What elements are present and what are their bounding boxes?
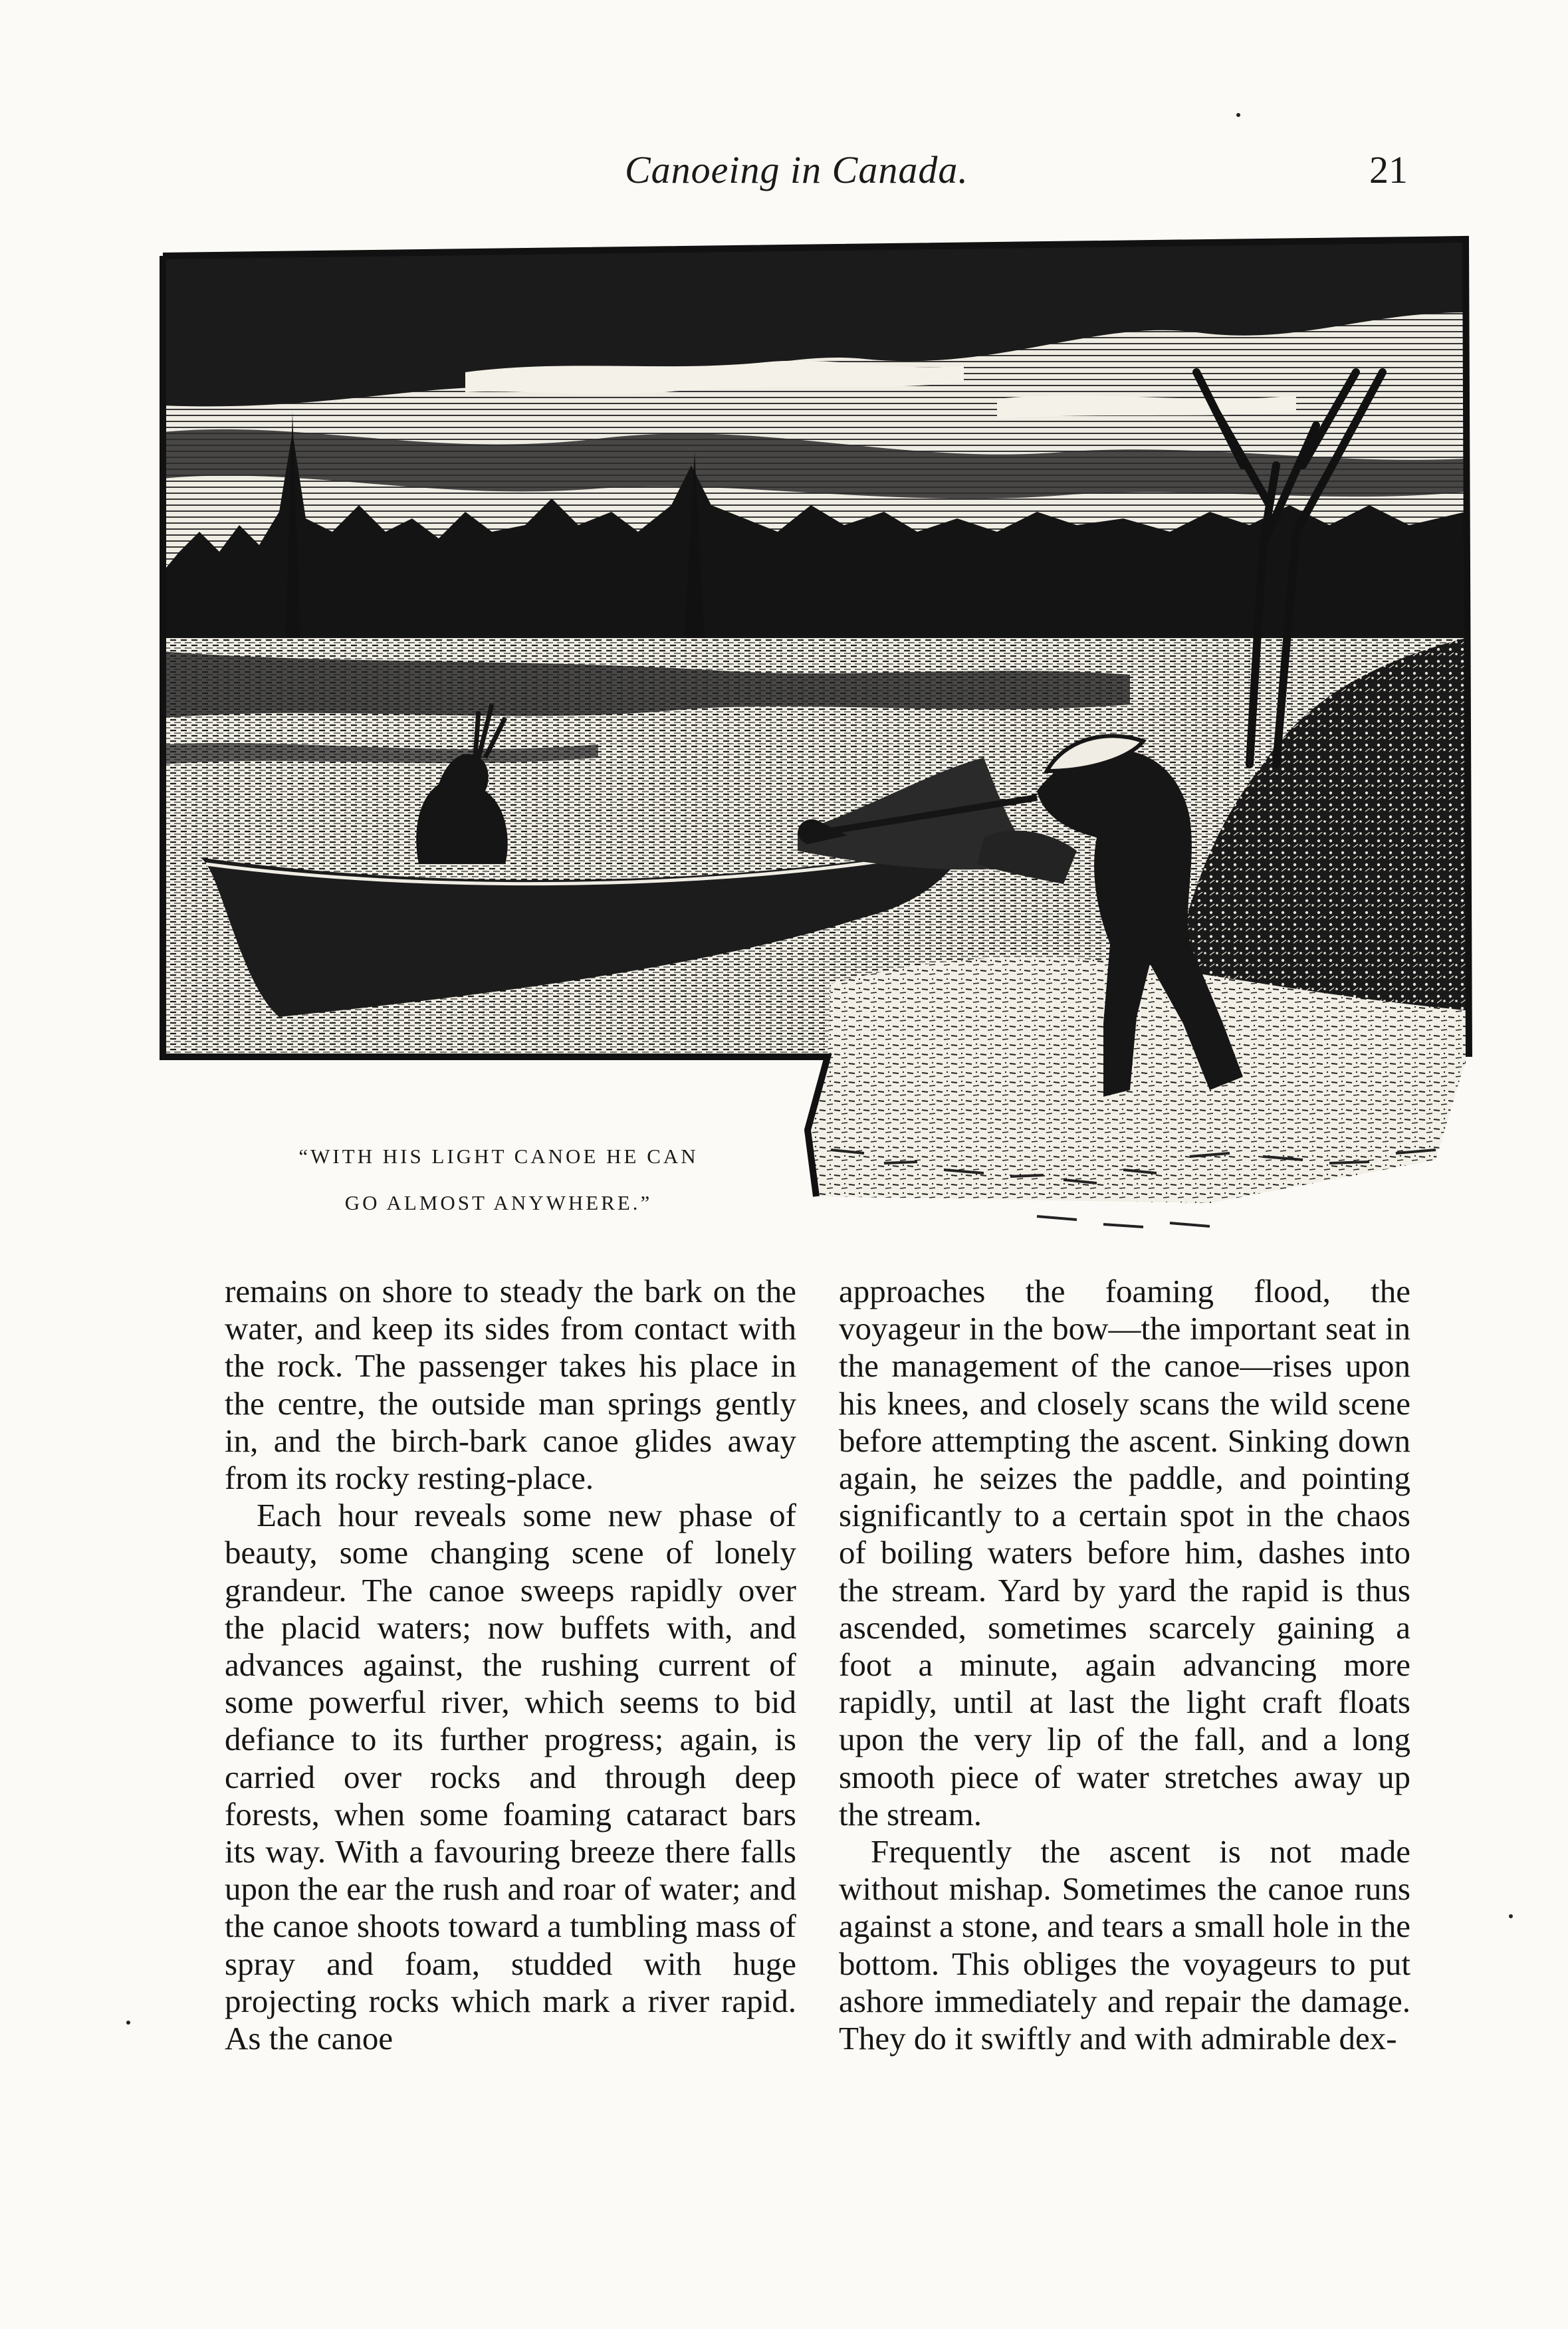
caption-line-2: GO ALMOST ANYWHERE.” (344, 1191, 653, 1214)
page-number: 21 (1369, 148, 1408, 191)
illustration-caption (233, 1133, 764, 1226)
print-speck (1236, 113, 1240, 117)
print-speck (1509, 1914, 1513, 1918)
left-paragraph-2: Each hour reveals some new phase of beauty, some changing scene of lonely grandeur. The canoe sweeps rapidly over the placid waters; now buffets with, and advances against, the rushing current of some powerful river, which seems to bid defiance to its further progress; again, is carried over rocks and through deep forests, when some foaming cataract bars its way. With a favouring breeze there falls upon the ear the rush and roar of water; and the canoe shoots toward a tumbling mass of spray and foam, studded with huge projecting rocks which mark a river rapid. As the canoe (225, 1497, 796, 2057)
right-paragraph-2: Frequently the ascent is not made without mishap. Sometimes the canoe runs against a stone, and tears a small hole in the bottom. This obliges the voyageurs to put ashore immediately and repair the damage. They do it swiftly and with admirable dex- (839, 1833, 1410, 2057)
print-speck (126, 2021, 130, 2025)
right-column (839, 1273, 1410, 2057)
right-paragraph-1: approaches the foaming flood, the voyageur in the bow—the important seat in the management of the canoe—rises upon his knees, and closely scans the wild scene before attempting the ascent. Sinking down again, he seizes the paddle, and pointing significantly to a certain spot in the chaos of boiling waters before him, dashes into the stream. Yard by yard the rapid is thus ascended, sometimes scarcely gaining a foot a minute, again advancing more rapidly, until at last the light craft floats upon the very lip of the fall, and a long smooth piece of water stretches away up the stream. (839, 1273, 1410, 1832)
left-column (225, 1273, 796, 2057)
caption-line-1: “WITH HIS LIGHT CANOE HE CAN (298, 1145, 699, 1168)
shore-edge-dashes-2 (1037, 1216, 1210, 1227)
running-title: Canoeing in Canada. (625, 148, 968, 191)
left-paragraph-1: remains on shore to steady the bark on the water, and keep its sides from contact with the rock. The passenger takes his place in the centre, the outside man springs gently in, and the birch-bark canoe glides away from its rocky resting-place. (225, 1273, 796, 1497)
